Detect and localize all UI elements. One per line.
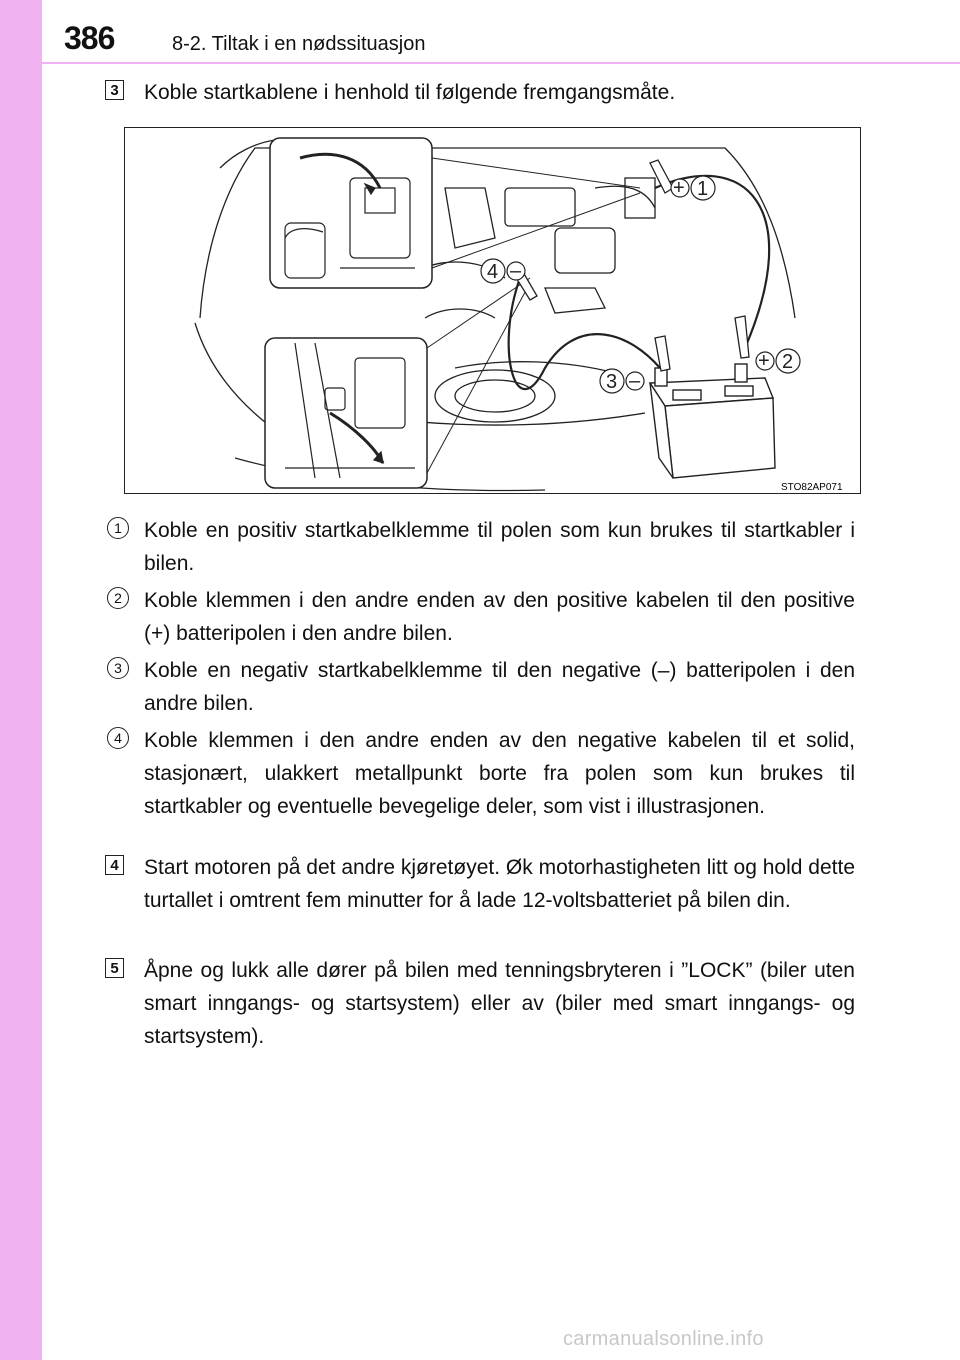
engine-bay-drawing (125, 128, 861, 494)
callout-label-2: 2 (782, 351, 794, 373)
substep-number: 3 (107, 657, 129, 679)
step-number-box: 4 (105, 855, 124, 875)
section-title: 8-2. Tiltak i en nødssituasjon (172, 33, 426, 55)
header-rule (42, 62, 960, 64)
callout-sign-1: + (673, 177, 685, 199)
figure-code: STO82AP071 (781, 482, 843, 493)
substep-text: Koble klemmen i den andre enden av den positive kabelen til den positive (+) batteripolen i den andre bilen. (144, 589, 855, 645)
callout-label-3: 3 (606, 371, 618, 393)
callout-label-4: 4 (487, 261, 499, 283)
step-text: Koble startkablene i henhold til følgende fremgangsmåte. (144, 81, 676, 104)
step-number-box: 5 (105, 958, 124, 978)
callout-sign-2: + (758, 350, 770, 372)
step-text: Start motoren på det andre kjøretøyet. Øk motorhastigheten litt og hold dette turtallet i omtrent fem minutter for å lade 12-voltsbatteriet på bilen din. (144, 856, 855, 912)
substep-number: 4 (107, 727, 129, 749)
page-number: 386 (64, 20, 115, 56)
substep-text: Koble en negativ startkabelklemme til den negative (–) batteripolen i den andre bilen. (144, 659, 855, 715)
callout-sign-3: – (629, 370, 641, 392)
jump-start-illustration (124, 127, 861, 494)
substep-text: Koble en positiv startkabelklemme til polen som kun brukes til startkabler i bilen. (144, 519, 855, 575)
substep-number: 2 (107, 587, 129, 609)
step-number-box: 3 (105, 80, 124, 100)
substep-text: Koble klemmen i den andre enden av den negative kabelen til et solid, stasjonært, ulakkert metallpunkt borte fra polen som kun brukes til startkabler og eventuelle bevegelige deler, som vist i illustrasjonen. (144, 729, 855, 818)
watermark: carmanualsonline.info (563, 1328, 764, 1350)
callout-sign-4: – (510, 260, 522, 282)
substep-number: 1 (107, 517, 129, 539)
page-side-strip (0, 0, 42, 1360)
step-text: Åpne og lukk alle dører på bilen med tenningsbryteren i ”LOCK” (biler uten smart inngangs- og startsystem) eller av (biler med smart inngangs- og startsystem). (144, 959, 855, 1048)
callout-label-1: 1 (697, 178, 709, 200)
